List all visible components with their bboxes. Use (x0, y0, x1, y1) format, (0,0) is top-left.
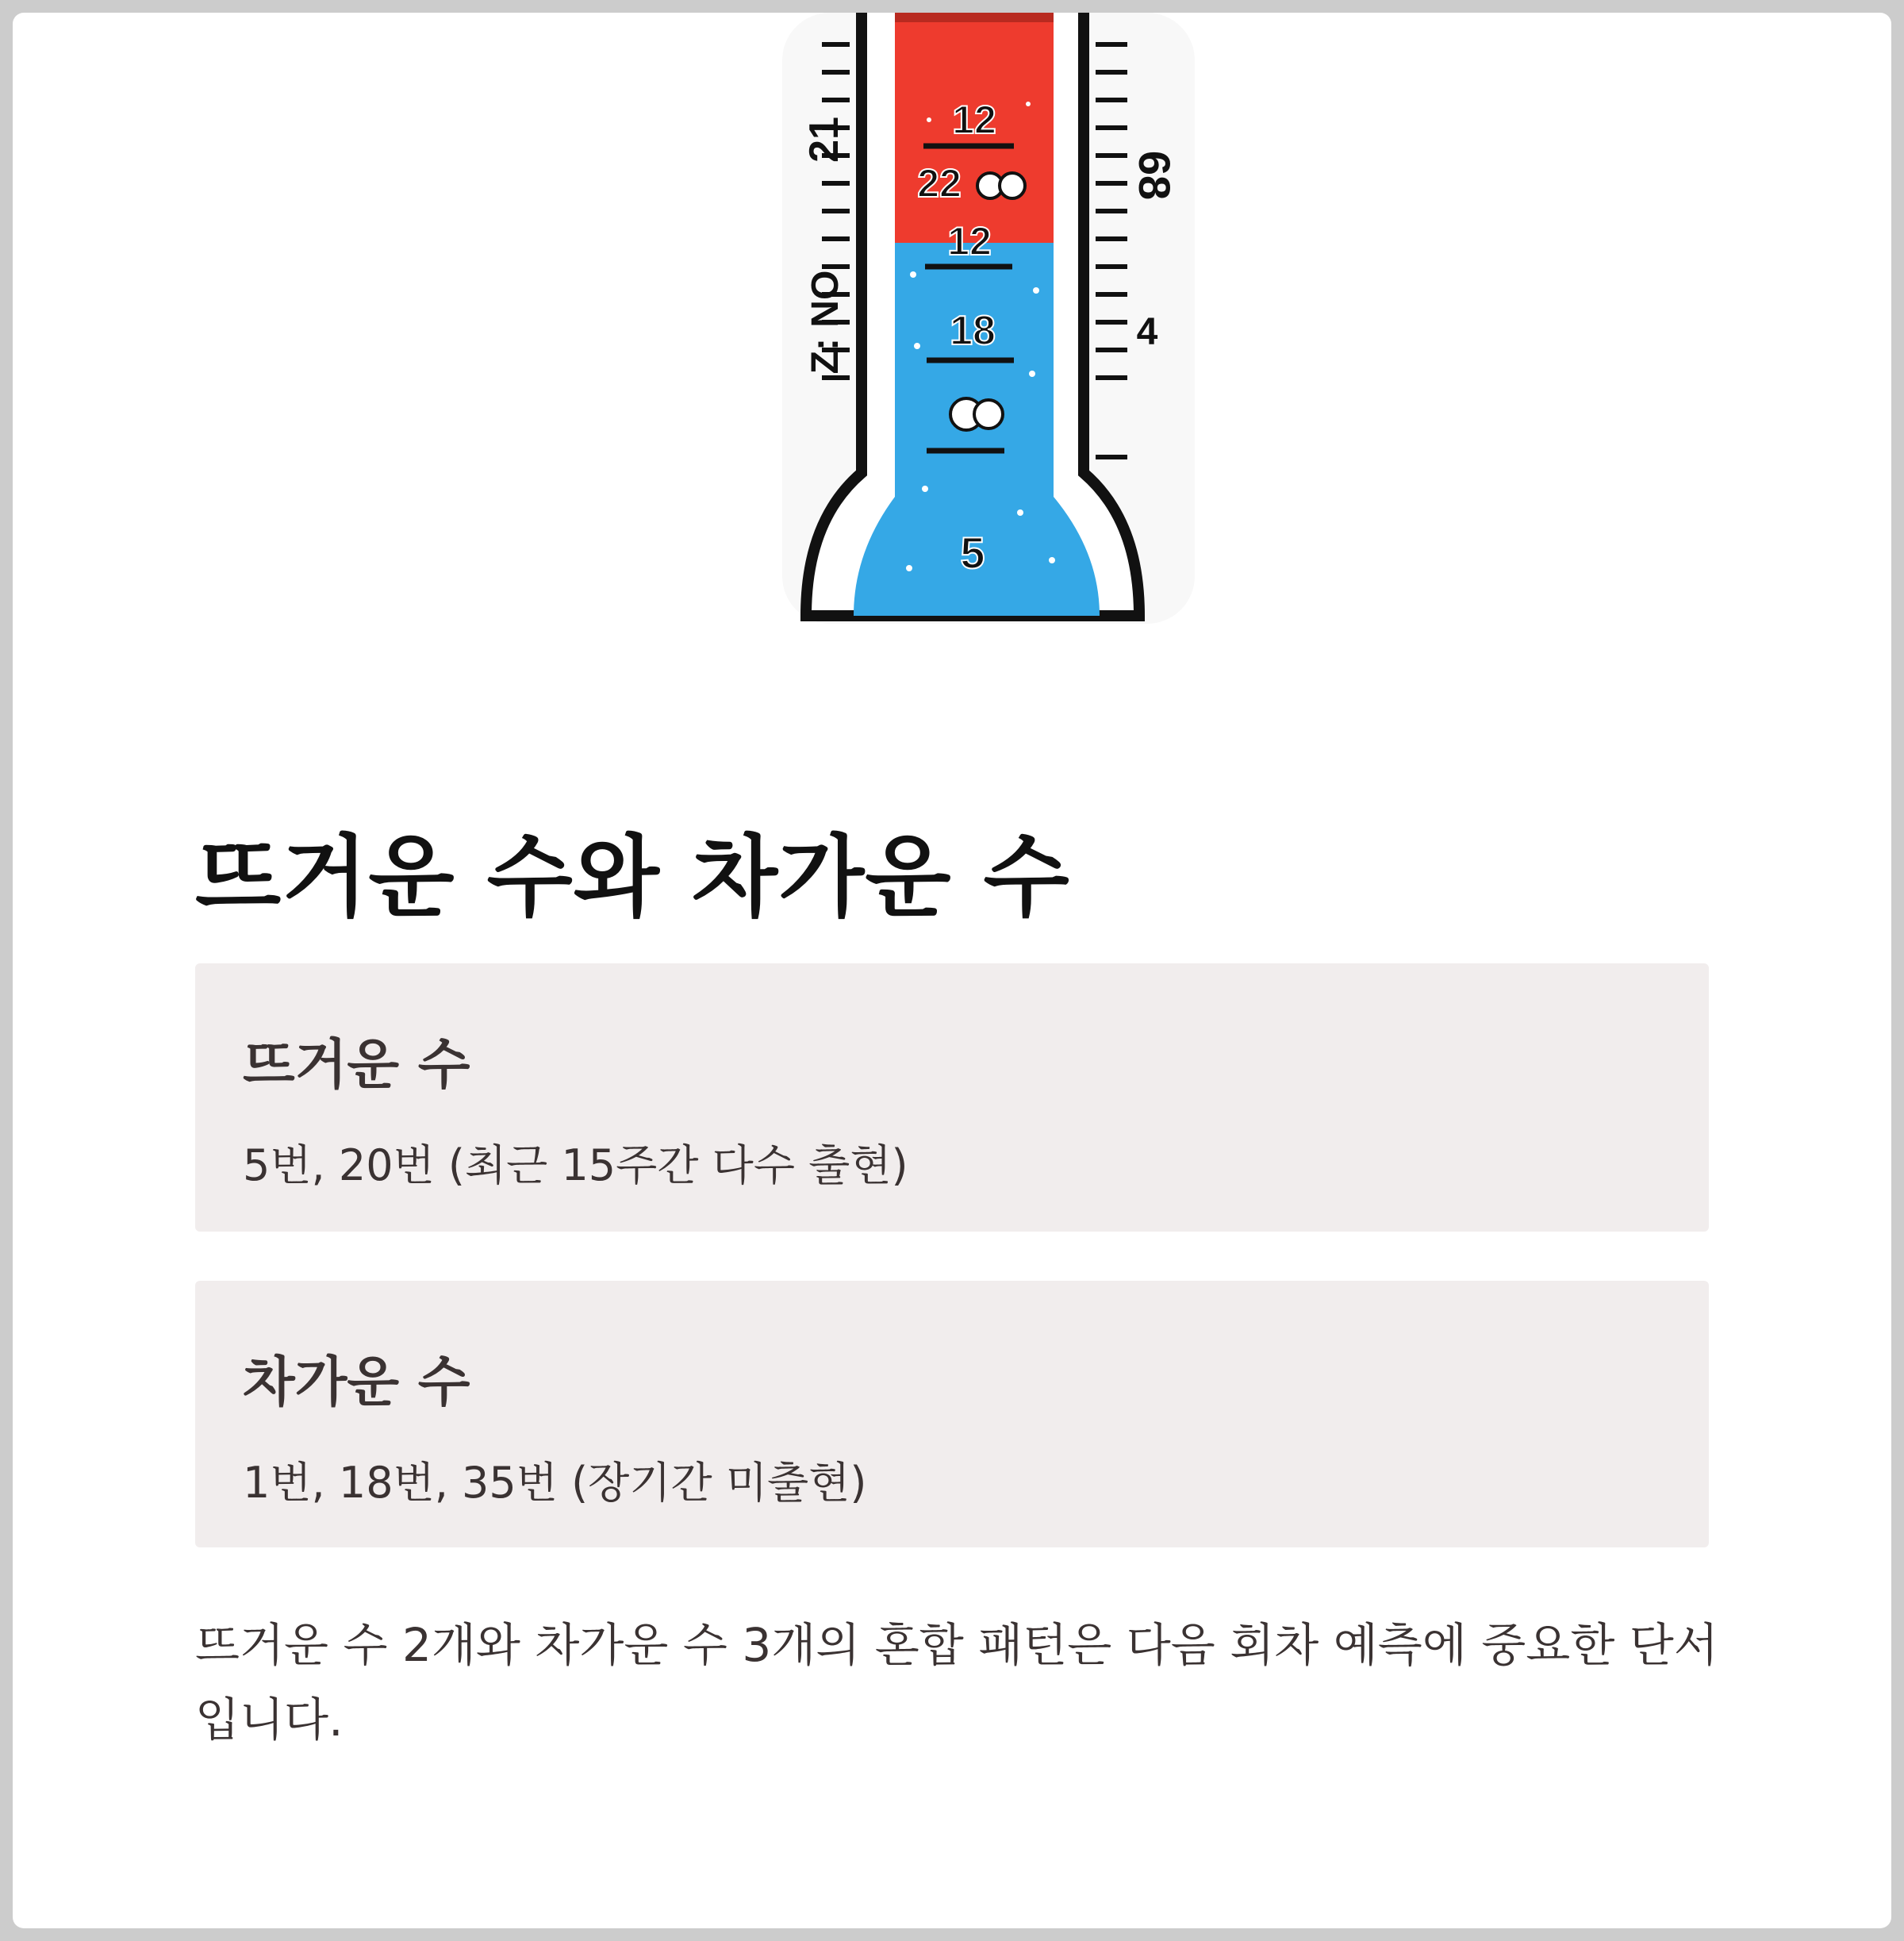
column-label: 5 (960, 528, 985, 578)
hot-numbers-heading: 뜨거운 수 (243, 1034, 470, 1097)
right-scale-label: 68 (1130, 150, 1180, 201)
cold-numbers-text: 1번, 18번, 35번 (장기간 미출현) (243, 1458, 867, 1508)
hot-numbers-text: 5번, 20번 (최근 15주간 다수 출현) (243, 1140, 908, 1190)
cold-numbers-heading: 차가운 수 (243, 1351, 470, 1414)
column-label: 18 (950, 308, 996, 354)
cold-numbers-box (195, 1281, 1709, 1547)
left-scale-label: Z: NO (804, 270, 846, 375)
right-scale-label: 4 (1136, 311, 1158, 353)
lotto-ball-icon (1000, 173, 1025, 198)
summary-note: 뜨거운 수 2개와 차가운 수 3개의 혼합 패턴은 다음 회차 예측에 중요한 단서입니다. (195, 1618, 1718, 1747)
section-title: 뜨거운 수와 차가운 수 (195, 826, 1070, 929)
content-card (13, 13, 1891, 1928)
lotto-ball-icon (974, 400, 1003, 429)
hot-numbers-box (195, 963, 1709, 1232)
thermometer-illustration (758, 13, 1219, 624)
column-label: 22 (917, 161, 962, 206)
column-label: 12 (952, 98, 996, 142)
column-label: 12 (947, 219, 992, 263)
left-scale-label: 21 (801, 117, 847, 163)
